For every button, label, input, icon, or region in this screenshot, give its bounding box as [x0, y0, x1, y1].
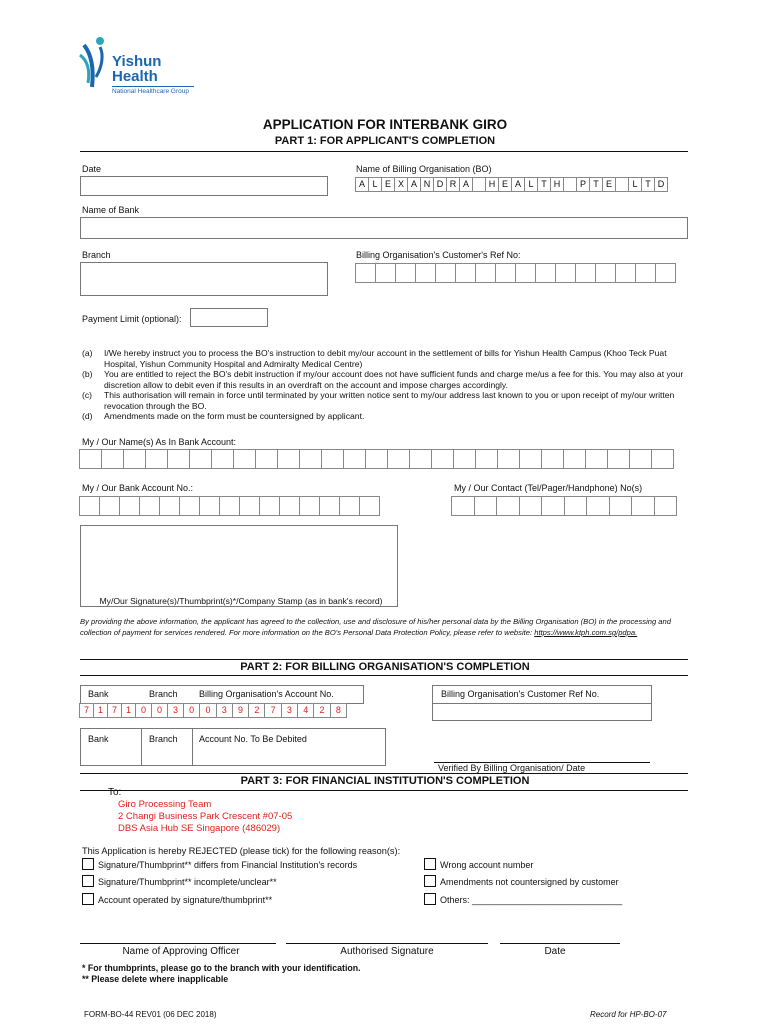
- customer-ref-box: [475, 263, 496, 283]
- name-char-box: [387, 449, 410, 469]
- account-digit-box: [359, 496, 380, 516]
- customer-ref-boxes[interactable]: [356, 263, 676, 283]
- bo-name-char-box: A: [355, 177, 369, 192]
- bo-name-char-box: H: [485, 177, 499, 192]
- reason-checkbox-left-1[interactable]: [82, 858, 94, 870]
- name-char-box: [79, 449, 102, 469]
- bo-name-char-box: D: [433, 177, 447, 192]
- bo-name-label: Name of Billing Organisation (BO): [356, 164, 492, 174]
- name-char-box: [497, 449, 520, 469]
- customer-ref-box: [515, 263, 536, 283]
- customer-ref-box: [595, 263, 616, 283]
- part2-heading: PART 2: FOR BILLING ORGANISATION'S COMPLETION: [240, 661, 530, 673]
- bo-name-char-box: A: [459, 177, 473, 192]
- reason-checkbox-left-3[interactable]: [82, 893, 94, 905]
- bo-account-digit: 0: [183, 703, 200, 718]
- reason-checkbox-left-2[interactable]: [82, 875, 94, 887]
- customer-ref-box: [495, 263, 516, 283]
- account-digit-box: [79, 496, 100, 516]
- reason-left-2: Signature/Thumbprint** incomplete/unclear**: [98, 877, 277, 887]
- names-label: My / Our Name(s) As In Bank Account:: [82, 437, 237, 447]
- account-digit-box: [99, 496, 120, 516]
- p2-bank2-label: Bank: [88, 734, 109, 744]
- auth-sig-label: Authorised Signature: [340, 946, 434, 957]
- name-char-box: [255, 449, 278, 469]
- condition-key: (d): [82, 411, 93, 421]
- name-char-box: [145, 449, 168, 469]
- name-char-box: [101, 449, 124, 469]
- condition-key: (a): [82, 348, 93, 358]
- part3-rule-top: [80, 773, 688, 774]
- part2-rule-top: [80, 659, 688, 660]
- account-digit-box: [139, 496, 160, 516]
- branch-code-digit: 0: [151, 703, 168, 718]
- logo-group: National Healthcare Group: [112, 88, 189, 95]
- contact-digit-box: [631, 496, 655, 516]
- debited-account-box: [80, 728, 386, 766]
- bo-name-char-box: E: [602, 177, 616, 192]
- logo: [78, 33, 208, 97]
- account-digit-box: [319, 496, 340, 516]
- officer-label: Name of Approving Officer: [122, 946, 240, 957]
- contact-digit-box: [496, 496, 520, 516]
- note-delete: ** Please delete where inapplicable: [82, 974, 229, 984]
- reason-checkbox-right-1[interactable]: [424, 858, 436, 870]
- bo-name-char-box: A: [511, 177, 525, 192]
- bank-code-digit: 7: [107, 703, 122, 718]
- reason-right-1: Wrong account number: [440, 860, 534, 870]
- name-char-box: [299, 449, 322, 469]
- condition-text: This authorisation will remain in force until terminated by your written notice sent to my/our address last known to you or upon receipt of my/our written revocation through the BO.: [104, 390, 675, 411]
- customer-ref-box: [455, 263, 476, 283]
- account-no-label: My / Our Bank Account No.:: [82, 483, 194, 493]
- account-digit-box: [199, 496, 220, 516]
- p2-bank-label: Bank: [88, 689, 109, 699]
- account-digit-box: [339, 496, 360, 516]
- name-char-box: [343, 449, 366, 469]
- bo-account-header: [80, 685, 364, 704]
- name-char-box: [541, 449, 564, 469]
- bo-account-digit: 9: [232, 703, 249, 718]
- bo-name-boxes: [356, 177, 668, 192]
- contact-boxes[interactable]: [452, 496, 677, 516]
- name-char-box: [167, 449, 190, 469]
- date-line: [500, 943, 620, 944]
- customer-ref-box: [555, 263, 576, 283]
- p2-branch-label: Branch: [149, 689, 178, 699]
- officer-line: [80, 943, 276, 944]
- signature-box[interactable]: [80, 525, 398, 607]
- condition-text: You are entitled to reject the BO's debit instruction if my/our account does not have sufficient funds and charge me/us a fee for this. You may also at your discretion allow to debit even if this results in an overdraft on the account and impose charges accordingly.: [104, 369, 684, 390]
- bo-name-char-box: P: [576, 177, 590, 192]
- bo-account-digit: 7: [264, 703, 281, 718]
- payment-limit-label: Payment Limit (optional):: [82, 314, 182, 324]
- contact-digit-box: [541, 496, 565, 516]
- contact-digit-box: [451, 496, 475, 516]
- bank-code-digit: 1: [93, 703, 108, 718]
- bank-name-label: Name of Bank: [82, 205, 140, 215]
- payment-limit-field[interactable]: [190, 308, 268, 327]
- customer-ref-box: [375, 263, 396, 283]
- verified-label: Verified By Billing Organisation/ Date: [438, 763, 586, 773]
- bo-name-char-box: H: [550, 177, 564, 192]
- customer-ref-box: [535, 263, 556, 283]
- condition-item: [82, 348, 692, 369]
- reason-checkbox-right-3[interactable]: [424, 893, 436, 905]
- p2-customer-ref-label: Billing Organisation's Customer Ref No.: [441, 689, 600, 699]
- customer-ref-box: [575, 263, 596, 283]
- condition-key: (b): [82, 369, 93, 379]
- account-digit-box: [279, 496, 300, 516]
- bank-name-field[interactable]: [80, 217, 688, 239]
- bo-name-char-box: T: [537, 177, 551, 192]
- privacy-notice: [80, 616, 692, 638]
- customer-ref-box: [355, 263, 376, 283]
- reason-checkbox-right-2[interactable]: [424, 875, 436, 887]
- branch-label: Branch: [82, 250, 111, 260]
- condition-key: (c): [82, 390, 93, 400]
- bo-name-char-box: R: [446, 177, 460, 192]
- bo-name-char-box: L: [524, 177, 538, 192]
- contact-digit-box: [564, 496, 588, 516]
- bo-name-char-box: X: [394, 177, 408, 192]
- contact-label: My / Our Contact (Tel/Pager/Handphone) No(s): [454, 483, 643, 493]
- reason-right-2: Amendments not countersigned by customer: [440, 877, 619, 887]
- condition-text: Amendments made on the form must be countersigned by applicant.: [104, 411, 365, 421]
- branch-field[interactable]: [80, 262, 328, 296]
- bo-account-digit: 3: [216, 703, 233, 718]
- bo-name-char-box: [615, 177, 629, 192]
- logo-divider: [112, 86, 194, 87]
- address-line-2: 2 Changi Business Park Crescent #07-05: [118, 811, 293, 822]
- bo-account-digit: 4: [297, 703, 314, 718]
- customer-ref-label: Billing Organisation's Customer's Ref No:: [356, 250, 521, 260]
- customer-ref-box: [415, 263, 436, 283]
- name-char-box: [651, 449, 674, 469]
- part3-rule-bottom: [80, 790, 688, 791]
- name-char-box: [365, 449, 388, 469]
- bank-code-digit: 1: [121, 703, 136, 718]
- form-code: FORM-BO-44 REV01 (06 DEC 2018): [84, 1010, 217, 1019]
- date-field[interactable]: [80, 176, 328, 196]
- p2-branch2-label: Branch: [149, 734, 178, 744]
- customer-ref-box: [395, 263, 416, 283]
- bo-name-char-box: T: [641, 177, 655, 192]
- yishun-health-logo-icon: [78, 33, 112, 89]
- to-label: To:: [108, 787, 122, 798]
- date-label: Date: [82, 164, 102, 174]
- bank-code-digit: 7: [79, 703, 94, 718]
- account-digit-box: [259, 496, 280, 516]
- account-no-boxes[interactable]: [80, 496, 380, 516]
- bo-account-digits: [80, 703, 347, 718]
- bo-name-char-box: N: [420, 177, 434, 192]
- bo-name-char-box: A: [407, 177, 421, 192]
- contact-digit-box: [609, 496, 633, 516]
- address-line-3: DBS Asia Hub SE Singapore (486029): [118, 823, 281, 834]
- reason-left-3: Account operated by signature/thumbprint**: [98, 895, 273, 905]
- form-title: APPLICATION FOR INTERBANK GIRO: [262, 117, 508, 132]
- p2-bo-account-label: Billing Organisation's Account No.: [199, 689, 334, 699]
- customer-ref-box: [435, 263, 456, 283]
- name-char-box: [431, 449, 454, 469]
- address-line-1: Giro Processing Team: [118, 799, 212, 810]
- customer-ref-box: [615, 263, 636, 283]
- bo-account-digit: 0: [199, 703, 216, 718]
- part1-rule: [80, 151, 688, 152]
- bo-name-char-box: L: [368, 177, 382, 192]
- condition-text: I/We hereby instruct you to process the BO's instruction to debit my/our account in the settlement of bills for Yishun Health Campus (Khoo Teck Puat Hospital, Yishun Community Hospital and Admiralty Medical Centre): [104, 348, 667, 369]
- name-char-box: [453, 449, 476, 469]
- account-digit-box: [159, 496, 180, 516]
- bo-name-char-box: [472, 177, 486, 192]
- bo-name-char-box: E: [498, 177, 512, 192]
- customer-ref-box: [635, 263, 656, 283]
- bo-customer-ref-header: [432, 685, 652, 704]
- conditions-list: [82, 348, 692, 422]
- name-char-box: [607, 449, 630, 469]
- contact-digit-box: [519, 496, 543, 516]
- note-thumbprint: * For thumbprints, please go to the branch with your identification.: [82, 963, 361, 973]
- reason-left-1: Signature/Thumbprint** differs from Financial Institution's records: [98, 860, 358, 870]
- name-char-box: [233, 449, 256, 469]
- auth-sig-line: [286, 943, 488, 944]
- condition-item: [82, 390, 692, 411]
- name-char-box: [321, 449, 344, 469]
- bo-account-digit: 2: [248, 703, 265, 718]
- account-digit-box: [239, 496, 260, 516]
- record-ref: Record for HP-BO-07: [590, 1010, 667, 1019]
- logo-name-line1: Yishun: [112, 53, 162, 70]
- names-boxes[interactable]: [80, 449, 674, 469]
- bo-name-char-box: E: [381, 177, 395, 192]
- signature-label: My/Our Signature(s)/Thumbprint(s)*/Company Stamp (as in bank's record): [99, 596, 383, 606]
- branch-code-digit: 0: [135, 703, 152, 718]
- privacy-link[interactable]: https://www.ktph.com.sg/pdpa.: [534, 628, 638, 637]
- bo-name-char-box: T: [589, 177, 603, 192]
- rejected-label: This Application is hereby REJECTED (please tick) for the following reason(s):: [82, 846, 401, 856]
- privacy-text: By providing the above information, the applicant has agreed to the collection, use and disclosure of his/her personal data by the Billing Organisation (BO) in the processing and collection of payment for services rendered. For more information on the BO's Personal Data Protection Policy, please refer to website:: [80, 617, 671, 637]
- condition-item: [82, 369, 692, 390]
- bo-account-digit: 8: [330, 703, 347, 718]
- contact-digit-box: [654, 496, 678, 516]
- contact-digit-box: [586, 496, 610, 516]
- account-digit-box: [299, 496, 320, 516]
- part1-heading: PART 1: FOR APPLICANT'S COMPLETION: [274, 135, 496, 147]
- p2-debited-label: Account No. To Be Debited: [199, 734, 307, 744]
- name-char-box: [189, 449, 212, 469]
- name-char-box: [629, 449, 652, 469]
- condition-item: [82, 411, 692, 422]
- name-char-box: [585, 449, 608, 469]
- name-char-box: [409, 449, 432, 469]
- part3-heading: PART 3: FOR FINANCIAL INSTITUTION'S COMPLETION: [240, 775, 530, 787]
- name-char-box: [563, 449, 586, 469]
- bo-account-digit: 3: [281, 703, 298, 718]
- bo-account-digit: 2: [313, 703, 330, 718]
- name-char-box: [475, 449, 498, 469]
- customer-ref-box: [655, 263, 676, 283]
- reason-right-3: Others: ______________________________: [440, 895, 623, 905]
- account-digit-box: [179, 496, 200, 516]
- account-digit-box: [219, 496, 240, 516]
- bo-customer-ref-field[interactable]: [432, 703, 652, 721]
- name-char-box: [277, 449, 300, 469]
- date3-label: Date: [544, 946, 566, 957]
- name-char-box: [123, 449, 146, 469]
- logo-name-line2: Health: [112, 68, 158, 85]
- bo-name-char-box: [563, 177, 577, 192]
- name-char-box: [211, 449, 234, 469]
- contact-digit-box: [474, 496, 498, 516]
- name-char-box: [519, 449, 542, 469]
- bo-name-char-box: L: [628, 177, 642, 192]
- bo-name-char-box: D: [654, 177, 668, 192]
- part2-rule-bottom: [80, 675, 688, 676]
- account-digit-box: [119, 496, 140, 516]
- branch-code-digit: 3: [167, 703, 184, 718]
